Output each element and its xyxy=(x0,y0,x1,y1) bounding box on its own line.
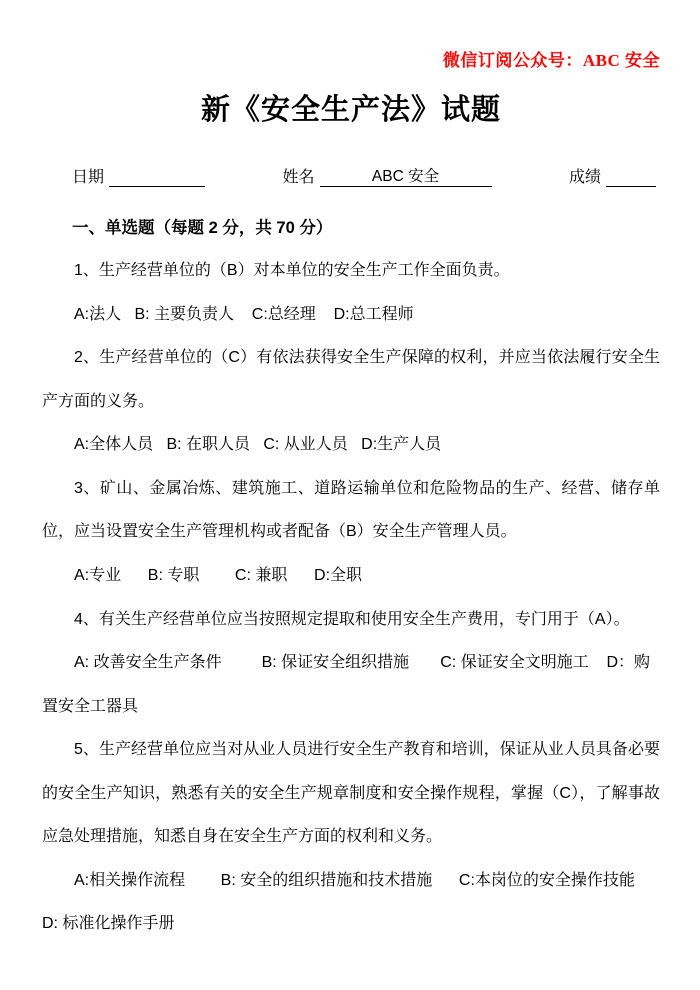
name-field xyxy=(282,164,491,187)
question-options: A:相关操作流程 B: 安全的组织措施和技术措施 C:本岗位的安全操作技能 D: 标准化操作手册 xyxy=(42,871,653,933)
question-options: A:法人 B: 主要负责人 C:总经理 D:总工程师 xyxy=(74,305,414,323)
question-block xyxy=(42,728,660,946)
section-heading: 一、单选题（每题 2 分，共 70 分） xyxy=(72,219,333,237)
question-options: A: 改善安全生产条件 B: 保证安全组织措施 C: 保证安全文明施工 D：购置安全工器具 xyxy=(42,654,651,715)
question-block xyxy=(42,249,660,336)
question-block xyxy=(42,336,660,467)
question-block xyxy=(42,467,660,598)
date-blank xyxy=(109,166,205,187)
question-block xyxy=(42,598,660,729)
date-label: 日期 xyxy=(72,169,105,186)
meta-row xyxy=(42,164,660,187)
date-field xyxy=(72,164,205,187)
question-text: 5、生产经营单位应当对从业人员进行安全生产教育和培训，保证从业人员具备必要的安全生产知识，熟悉有关的安全生产规章制度和安全操作规程，掌握（C），了解事故应急处理措施，知悉自身在安全生产方面的权利和义务。 xyxy=(42,741,660,846)
name-label: 姓名 xyxy=(282,169,315,186)
name-value: ABC 安全 xyxy=(320,166,492,187)
score-field xyxy=(569,164,656,187)
question-text: 3、矿山、金属冶炼、建筑施工、道路运输单位和危险物品的生产、经营、储存单位，应当设置安全生产管理机构或者配备（B）安全生产管理人员。 xyxy=(42,479,660,541)
question-text: 1、生产经营单位的（B）对本单位的安全生产工作全面负责。 xyxy=(74,262,510,280)
score-blank xyxy=(606,166,656,187)
watermark-text: 微信订阅公众号：ABC 安全 xyxy=(442,51,660,70)
questions-list xyxy=(42,249,660,945)
question-text: 2、生产经营单位的（C）有依法获得安全生产保障的权利，并应当依法履行安全生产方面的义务。 xyxy=(42,349,660,410)
question-options: A:全体人员 B: 在职人员 C: 从业人员 D:生产人员 xyxy=(74,436,442,454)
page-title: 新《安全生产法》试题 xyxy=(200,94,501,126)
score-label: 成绩 xyxy=(568,169,601,186)
question-options: A:专业 B: 专职 C: 兼职 D:全职 xyxy=(74,567,363,584)
question-text: 4、有关生产经营单位应当按照规定提取和使用安全生产费用，专门用于（A）。 xyxy=(74,610,630,628)
